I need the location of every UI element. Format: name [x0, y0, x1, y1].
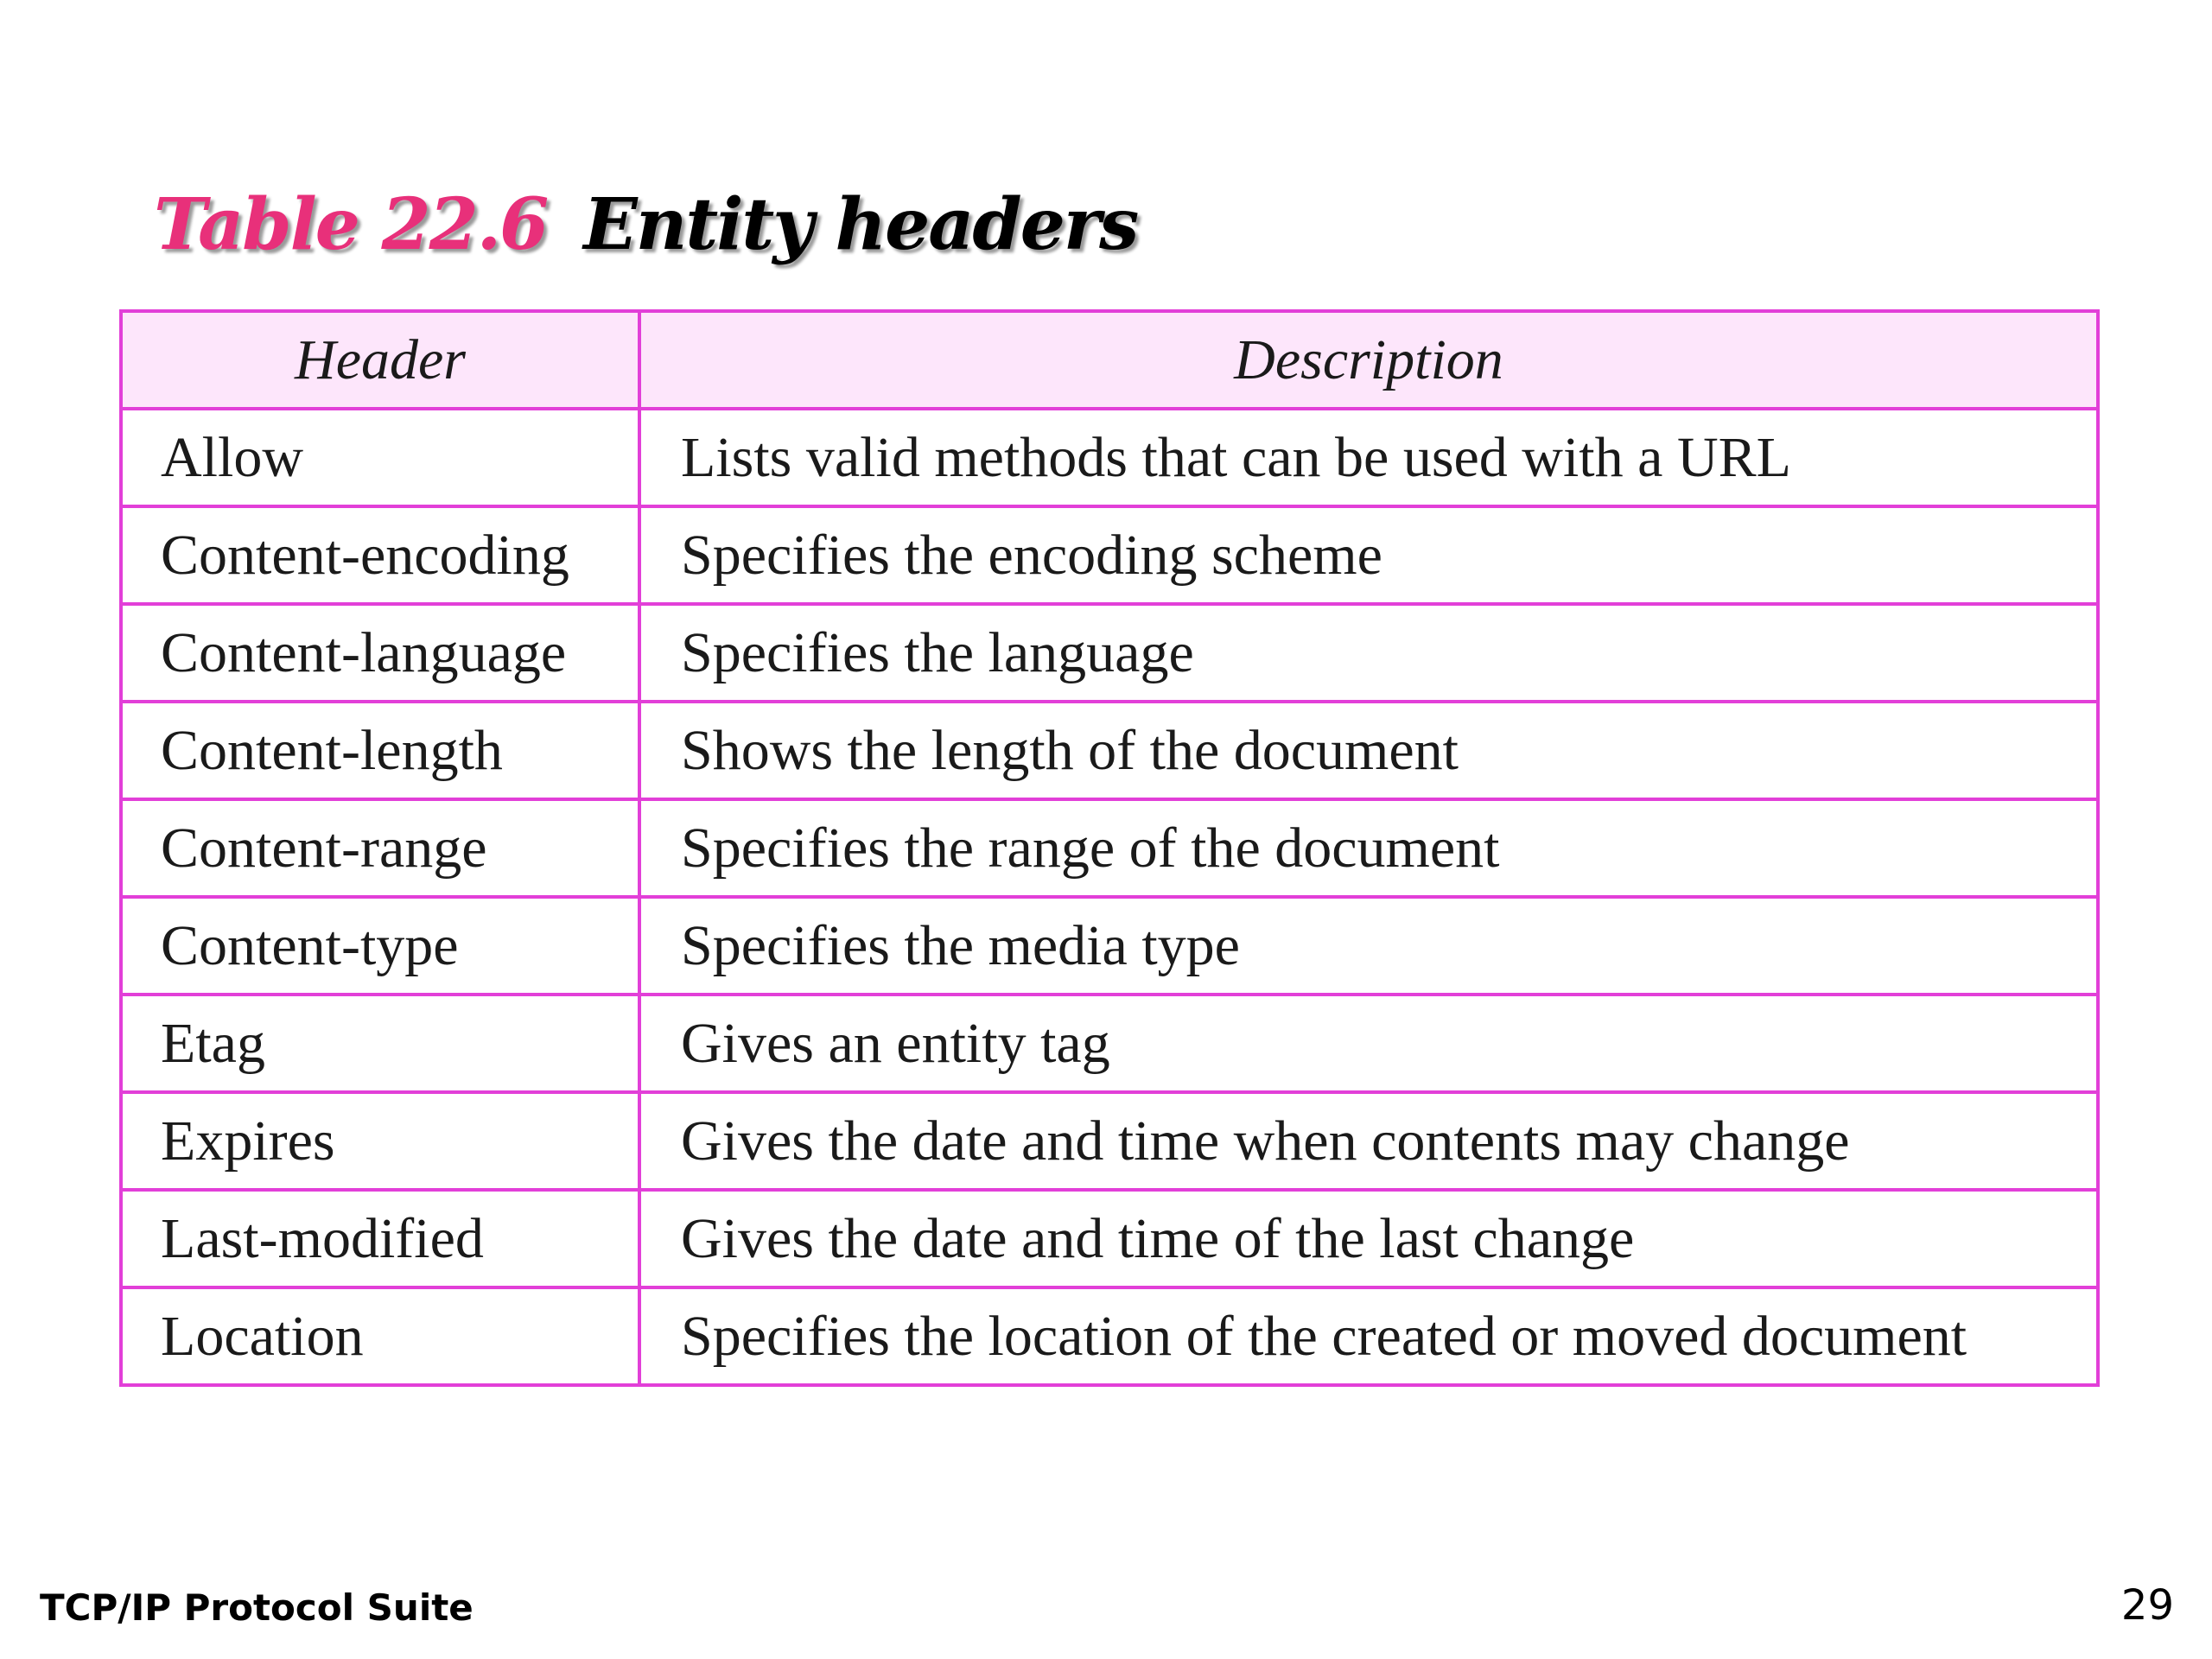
header-name-cell: Content-encoding [121, 506, 639, 604]
header-name-cell: Location [121, 1287, 639, 1385]
table-row [121, 702, 2098, 799]
table-row [121, 604, 2098, 702]
column-header-description: Description [639, 311, 2098, 409]
header-name-cell: Allow [121, 409, 639, 506]
header-name-cell: Content-language [121, 604, 639, 702]
page-number: 29 [2120, 1581, 2174, 1630]
table-header-row [121, 311, 2098, 409]
description-cell: Gives the date and time when contents may change [639, 1092, 2098, 1190]
description-cell: Specifies the language [639, 604, 2098, 702]
column-header-header: Header [121, 311, 639, 409]
header-name-cell: Content-length [121, 702, 639, 799]
table-row [121, 799, 2098, 897]
table-row [121, 1190, 2098, 1287]
table-number: Table 22.6 [154, 183, 548, 266]
description-cell: Gives an entity tag [639, 995, 2098, 1092]
header-name-cell: Content-type [121, 897, 639, 995]
description-cell: Lists valid methods that can be used with a URL [639, 409, 2098, 506]
description-cell: Gives the date and time of the last change [639, 1190, 2098, 1287]
header-name-cell: Etag [121, 995, 639, 1092]
description-cell: Specifies the range of the document [639, 799, 2098, 897]
header-name-cell: Content-range [121, 799, 639, 897]
header-name-cell: Last-modified [121, 1190, 639, 1287]
entity-headers-table [119, 309, 2100, 1387]
table-row [121, 409, 2098, 506]
description-cell: Shows the length of the document [639, 702, 2098, 799]
slide-title [154, 181, 1137, 268]
description-cell: Specifies the encoding scheme [639, 506, 2098, 604]
footer-course-title: TCP/IP Protocol Suite [40, 1586, 474, 1629]
table-row [121, 506, 2098, 604]
description-cell: Specifies the location of the created or moved document [639, 1287, 2098, 1385]
table-row [121, 897, 2098, 995]
table-row [121, 1287, 2098, 1385]
description-cell: Specifies the media type [639, 897, 2098, 995]
table-row [121, 995, 2098, 1092]
header-name-cell: Expires [121, 1092, 639, 1190]
table-row [121, 1092, 2098, 1190]
table-title: Entity headers [583, 183, 1138, 266]
